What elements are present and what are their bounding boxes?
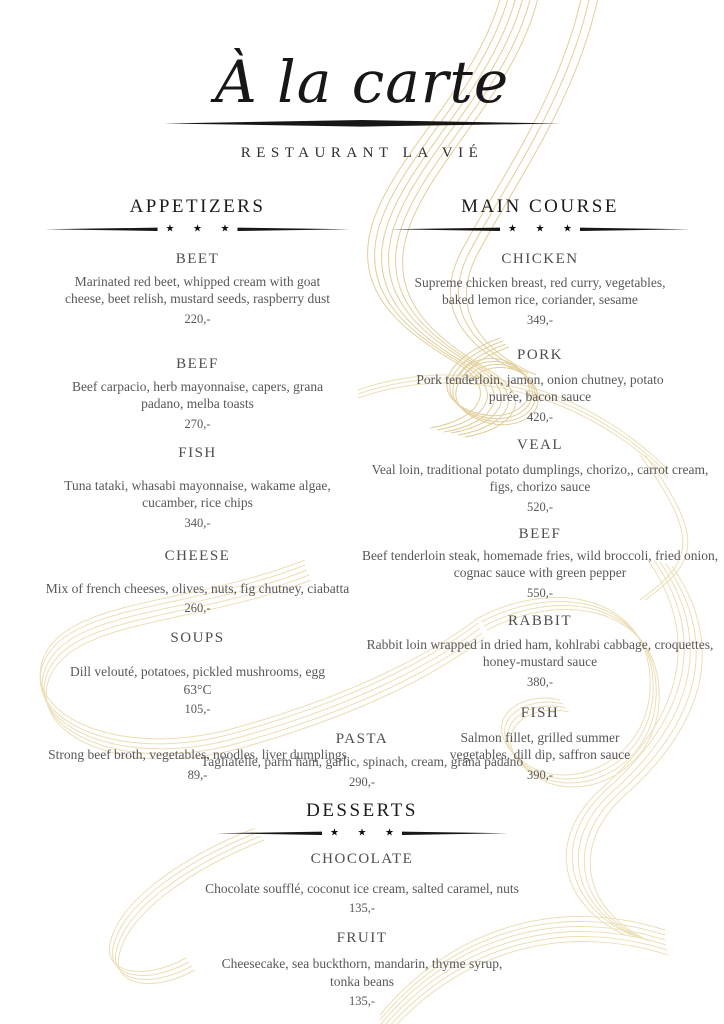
- stars-icon: ★ ★ ★: [165, 223, 238, 235]
- item-description-line: padano, melba toasts: [141, 396, 254, 412]
- item-description-line: figs, chorizo sauce: [489, 479, 591, 495]
- item-name: FRUIT: [336, 930, 388, 947]
- item-price: 349,-: [526, 312, 554, 327]
- item-description-line: cognac sauce with green pepper: [453, 565, 627, 581]
- title-underline: [164, 119, 560, 128]
- item-price: 380,-: [526, 674, 554, 689]
- item-name: FISH: [178, 444, 217, 461]
- item-description-line: vegetables, dill dip, saffron sauce: [449, 747, 631, 763]
- item-description-line: Tagliatelle, parm ham, garlic, spinach, cream, grana padano: [200, 754, 524, 769]
- section-heading-appetizers: APPETIZERS: [129, 196, 266, 217]
- item-description-line: Salmon fillet, grilled summer: [460, 729, 620, 745]
- section-divider: [216, 828, 508, 839]
- item-description-line: Beef carpacio, herb mayonnaise, capers, grana: [71, 378, 324, 394]
- item-price: 135,-: [348, 901, 376, 916]
- section-divider: [45, 224, 350, 235]
- item-description-line: Veal loin, traditional potato dumplings, chorizo,, carrot cream,: [371, 461, 709, 477]
- menu-item-pasta: [201, 731, 523, 790]
- item-name: BEEF: [176, 355, 219, 372]
- item-description-line: Beef tenderloin steak, homemade fries, wild broccoli, fried onion,: [361, 547, 719, 563]
- divider-line: [390, 227, 500, 231]
- item-description-line: Cheesecake, sea buckthorn, mandarin, thyme syrup,: [221, 956, 503, 972]
- item-description-line: baked lemon rice, coriander, sesame: [442, 292, 638, 308]
- item-price: 340,-: [184, 515, 211, 530]
- item-price: 135,-: [348, 994, 376, 1009]
- page-title: À la carte: [214, 48, 510, 116]
- item-name: CHICKEN: [501, 250, 579, 267]
- item-description-line: Supreme chicken breast, red curry, vegetables,: [414, 274, 666, 290]
- menu-item-fish-appetizer: [64, 445, 330, 531]
- menu-item-fruit: [222, 930, 503, 1009]
- item-price: 390,-: [526, 767, 554, 782]
- section-divider: [390, 224, 690, 235]
- desserts-section: [0, 800, 724, 1009]
- divider-line: [237, 227, 350, 231]
- menu-item-pork: [416, 347, 663, 425]
- item-description-line: honey-mustard sauce: [482, 654, 598, 670]
- divider-line: [402, 831, 508, 835]
- item-name: PASTA: [335, 731, 389, 747]
- item-description-line: cucamber, rice chips: [142, 495, 253, 511]
- item-name: BEEF: [518, 525, 562, 542]
- menu-item-chocolate: [205, 851, 519, 917]
- item-name: CHEESE: [164, 547, 231, 564]
- item-price: 290,-: [348, 774, 376, 789]
- item-price: 260,-: [184, 601, 211, 616]
- menu-item-beet: [65, 251, 330, 327]
- item-description-line: Rabbit loin wrapped in dried ham, kohlrabi cabbage, croquettes,: [366, 636, 714, 652]
- item-description-line: cheese, beet relish, mustard seeds, raspberry dust: [64, 291, 331, 307]
- section-heading-desserts: DESSERTS: [306, 800, 418, 821]
- item-price: 220,-: [184, 311, 211, 326]
- restaurant-name: RESTAURANT LA VIÉ: [240, 144, 484, 161]
- item-price: 550,-: [526, 585, 554, 600]
- item-price: 89,-: [187, 767, 208, 782]
- item-name: PORK: [516, 346, 563, 363]
- item-description-line: tonka beans: [329, 973, 395, 989]
- section-heading-main-course: MAIN COURSE: [461, 196, 619, 217]
- divider-line: [45, 227, 158, 231]
- item-description-line: Tuna tataki, whasabi mayonnaise, wakame algae,: [64, 477, 331, 493]
- item-description-line: Pork tenderloin, jamon, onion chutney, potato: [416, 371, 664, 387]
- menu-item-chicken: [414, 251, 665, 328]
- item-description-line: Mix of french cheeses, olives, nuts, fig chutney, ciabatta: [45, 580, 350, 596]
- divider-line: [580, 227, 690, 231]
- menu-item-cheese: [46, 548, 350, 617]
- menu-header: [0, 50, 724, 162]
- item-price: 270,-: [184, 416, 211, 431]
- appetizers-section: [45, 196, 350, 783]
- item-name: SOUPS: [170, 630, 225, 647]
- menu-item-rabbit: [367, 613, 714, 690]
- item-price: 420,-: [526, 409, 554, 424]
- item-description-line: Strong beef broth, vegetables, noodles, liver dumplings: [48, 747, 347, 763]
- item-name: VEAL: [517, 436, 563, 453]
- pasta-section: [0, 731, 724, 790]
- item-description-line: 63°C: [183, 681, 212, 697]
- item-price: 520,-: [526, 499, 554, 514]
- item-name: FISH: [520, 704, 560, 721]
- item-price: 105,-: [184, 702, 211, 717]
- menu-item-veal: [372, 437, 709, 515]
- item-description-line: purée, bacon sauce: [488, 389, 592, 405]
- menu-item-soups: [70, 630, 325, 717]
- item-description-line: Dill velouté, potatoes, pickled mushrooms, egg: [70, 664, 325, 680]
- item-name: RABBIT: [507, 612, 572, 629]
- stars-icon: ★ ★ ★: [330, 827, 402, 839]
- menu-item-beef-appetizer: [72, 356, 323, 432]
- item-description-line: Chocolate soufflé, coconut ice cream, salted caramel, nuts: [205, 880, 519, 896]
- menu-item-beef-main: [362, 526, 718, 601]
- stars-icon: ★ ★ ★: [508, 223, 580, 235]
- item-name: CHOCOLATE: [310, 850, 414, 867]
- divider-line: [216, 831, 322, 835]
- item-name: BEET: [175, 250, 220, 267]
- item-description-line: Marinated red beet, whipped cream with goat: [74, 273, 321, 289]
